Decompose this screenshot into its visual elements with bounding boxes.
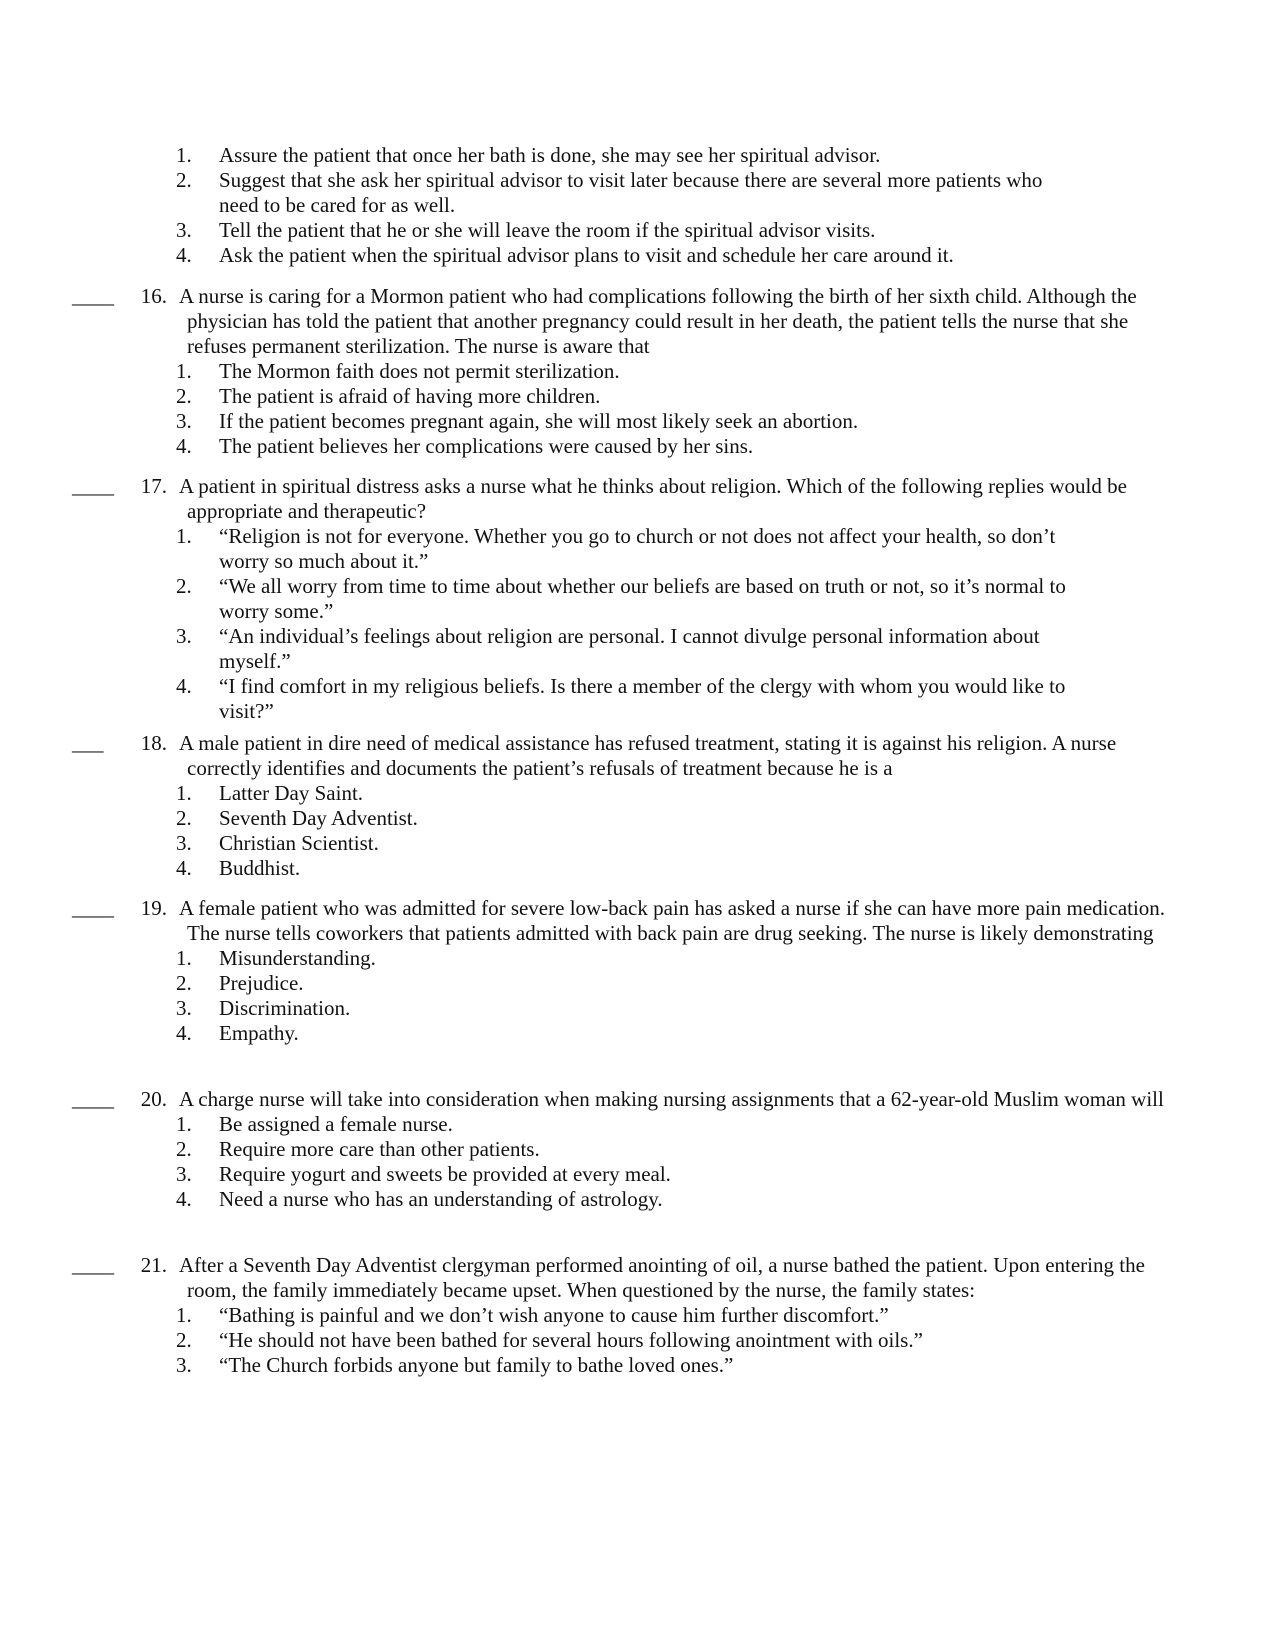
option-number: 1. [176, 781, 192, 805]
option-text: “We all worry from time to time about whether our beliefs are based on truth or not, so it’s normal to worry some.” [219, 574, 1066, 623]
option-text: Empathy. [219, 1021, 299, 1045]
option-3 [72, 218, 1069, 243]
question-stem: A charge nurse will take into consideration when making nursing assignments that a 62-year-old Muslim woman will [179, 1087, 1164, 1111]
answer-blank: ___ [72, 731, 104, 755]
option-number: 3. [176, 1162, 192, 1186]
answer-blank: ____ [72, 1087, 114, 1111]
option-4 [72, 434, 1069, 459]
question-20 [72, 1087, 1222, 1212]
question-21 [72, 1253, 1222, 1378]
option-text: Need a nurse who has an understanding of astrology. [219, 1187, 663, 1211]
option-text: “Religion is not for everyone. Whether you go to church or not does not affect your health, so don’t worry so much about it.” [219, 524, 1056, 573]
option-3 [72, 831, 1069, 856]
option-text: The patient is afraid of having more children. [219, 384, 601, 408]
question-stem: A patient in spiritual distress asks a nurse what he thinks about religion. Which of the following replies would be appropriate and therapeutic? [179, 474, 1127, 523]
option-2 [72, 971, 1069, 996]
question-number: 18. [140, 731, 167, 755]
option-1 [72, 524, 1069, 574]
options-list [72, 946, 1222, 1046]
option-text: Suggest that she ask her spiritual advisor to visit later because there are several more patients who need to be cared for as well. [219, 168, 1043, 217]
question-16 [72, 284, 1222, 459]
option-2 [72, 384, 1069, 409]
option-number: 3. [176, 218, 192, 242]
option-3 [72, 409, 1069, 434]
option-number: 4. [176, 674, 192, 698]
answer-blank: ____ [72, 284, 114, 308]
option-number: 2. [176, 168, 192, 192]
option-number: 1. [176, 946, 192, 970]
option-number: 4. [176, 856, 192, 880]
option-number: 4. [176, 243, 192, 267]
question-number: 21. [140, 1253, 167, 1277]
options-list [72, 524, 1222, 724]
option-number: 2. [176, 574, 192, 598]
option-number: 1. [176, 1303, 192, 1327]
option-number: 4. [176, 1021, 192, 1045]
option-1 [72, 359, 1069, 384]
question-number: 20. [140, 1087, 167, 1111]
option-number: 2. [176, 971, 192, 995]
option-number: 2. [176, 806, 192, 830]
option-1 [72, 1112, 1069, 1137]
option-text: “I find comfort in my religious beliefs. Is there a member of the clergy with whom you would like to visit?” [219, 674, 1066, 723]
option-text: Christian Scientist. [219, 831, 379, 855]
options-list [72, 781, 1222, 881]
option-3 [72, 624, 1069, 674]
option-2 [72, 168, 1069, 218]
option-text: Seventh Day Adventist. [219, 806, 418, 830]
option-1 [72, 946, 1069, 971]
option-text: The Mormon faith does not permit sterilization. [219, 359, 620, 383]
question-number: 17. [140, 474, 167, 498]
option-text: Require yogurt and sweets be provided at every meal. [219, 1162, 671, 1186]
option-3 [72, 1353, 1069, 1378]
options-list [72, 1112, 1222, 1212]
question-15-continued [72, 143, 1222, 268]
option-text: “Bathing is painful and we don’t wish anyone to cause him further discomfort.” [219, 1303, 889, 1327]
option-4 [72, 1187, 1069, 1212]
option-text: Misunderstanding. [219, 946, 376, 970]
options-list [72, 1303, 1222, 1378]
option-3 [72, 1162, 1069, 1187]
option-text: Ask the patient when the spiritual advisor plans to visit and schedule her care around it. [219, 243, 954, 267]
question-stem: A male patient in dire need of medical assistance has refused treatment, stating it is against his religion. A nurse correctly identifies and documents the patient’s refusals of treatment because he is a [179, 731, 1117, 780]
option-4 [72, 856, 1069, 881]
option-number: 3. [176, 831, 192, 855]
option-4 [72, 243, 1069, 268]
question-stem: A female patient who was admitted for severe low-back pain has asked a nurse if she can have more pain medication. The nurse tells coworkers that patients admitted with back pain are drug seeking. The nurse is likely demonstrating [179, 896, 1166, 945]
option-1 [72, 781, 1069, 806]
options-list [72, 359, 1222, 459]
question-18 [72, 731, 1222, 881]
options-list [72, 143, 1222, 268]
option-text: “An individual’s feelings about religion are personal. I cannot divulge personal information about myself.” [219, 624, 1040, 673]
option-number: 4. [176, 434, 192, 458]
option-number: 4. [176, 1187, 192, 1211]
question-number: 16. [140, 284, 167, 308]
option-2 [72, 806, 1069, 831]
option-1 [72, 1303, 1069, 1328]
option-text: Buddhist. [219, 856, 301, 880]
question-17 [72, 474, 1222, 724]
option-text: Discrimination. [219, 996, 351, 1020]
option-3 [72, 996, 1069, 1021]
option-number: 3. [176, 624, 192, 648]
option-2 [72, 1137, 1069, 1162]
option-text: Prejudice. [219, 971, 304, 995]
option-number: 1. [176, 524, 192, 548]
option-text: Latter Day Saint. [219, 781, 364, 805]
option-number: 1. [176, 1112, 192, 1136]
option-text: Be assigned a female nurse. [219, 1112, 453, 1136]
option-text: “The Church forbids anyone but family to bathe loved ones.” [219, 1353, 734, 1377]
option-number: 2. [176, 1137, 192, 1161]
option-number: 2. [176, 1328, 192, 1352]
answer-blank: ____ [72, 474, 114, 498]
answer-blank: ____ [72, 896, 114, 920]
question-number: 19. [140, 896, 167, 920]
question-stem: After a Seventh Day Adventist clergyman performed anointing of oil, a nurse bathed the patient. Upon entering the room, the family immediately became upset. When questioned by the nurse, the family states: [179, 1253, 1145, 1302]
option-text: Assure the patient that once her bath is done, she may see her spiritual advisor. [219, 143, 881, 167]
option-number: 1. [176, 359, 192, 383]
question-stem: A nurse is caring for a Mormon patient who had complications following the birth of her sixth child. Although the physician has told the patient that another pregnancy could result in her death, the patient tells the nurse that she refuses permanent sterilization. The nurse is aware that [179, 284, 1137, 358]
option-text: The patient believes her complications were caused by her sins. [219, 434, 754, 458]
option-text: If the patient becomes pregnant again, she will most likely seek an abortion. [219, 409, 859, 433]
option-number: 3. [176, 409, 192, 433]
option-text: “He should not have been bathed for several hours following anointment with oils.” [219, 1328, 923, 1352]
option-4 [72, 1021, 1069, 1046]
option-number: 3. [176, 1353, 192, 1377]
option-2 [72, 1328, 1069, 1353]
option-number: 2. [176, 384, 192, 408]
question-19 [72, 896, 1222, 1046]
option-1 [72, 143, 1069, 168]
option-2 [72, 574, 1069, 624]
option-4 [72, 674, 1069, 724]
option-text: Require more care than other patients. [219, 1137, 540, 1161]
option-number: 1. [176, 143, 192, 167]
option-number: 3. [176, 996, 192, 1020]
answer-blank: ____ [72, 1253, 114, 1277]
option-text: Tell the patient that he or she will leave the room if the spiritual advisor visits. [219, 218, 876, 242]
